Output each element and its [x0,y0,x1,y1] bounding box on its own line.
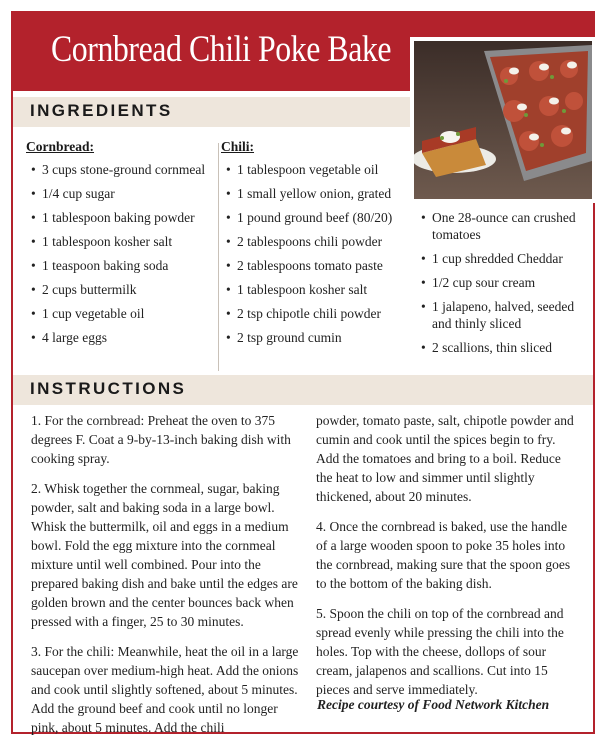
instructions-right-column [316,411,578,710]
list-item: • 1 teaspoon baking soda [31,257,211,274]
recipe-credit: Recipe courtesy of Food Network Kitchen [317,697,550,712]
instruction-step: 4. Once the cornbread is baked, use the handle of a large wooden spoon to poke 35 holes into the cornbread, making sure that the spoon goes to the bottom of the baking dish. [316,519,571,591]
cornbread-ingredient-list [31,161,211,353]
list-item: • 1 cup vegetable oil [31,305,211,322]
list-item: • 2 scallions, thin sliced [421,339,591,356]
list-item: • 3 cups stone-ground cornmeal [31,161,211,178]
instruction-step: 1. For the cornbread: Preheat the oven to 375 degrees F. Coat a 9-by-13-inch baking dish with cooking spray. [31,413,291,466]
recipe-title: Cornbread Chili Poke Bake [51,29,392,70]
baking-dish-illustration [414,41,592,199]
list-item: • 1 tablespoon kosher salt [226,281,416,298]
list-item: • 1/2 cup sour cream [421,274,591,291]
list-item: • 2 cups buttermilk [31,281,211,298]
instructions-heading: INSTRUCTIONS [30,379,187,398]
instructions-header [13,375,593,405]
list-item: • 2 tsp chipotle chili powder [226,305,416,322]
instruction-step: powder, tomato paste, salt, chipotle powder and cumin and cook until the spices begin to fry. Add the tomatoes and bring to a boil. Reduce the heat to low and simmer until slightly thickened, about 20 minutes. [316,413,574,504]
list-item: • 1 tablespoon vegetable oil [226,161,416,178]
recipe-card [11,11,595,734]
chili-ingredient-list [226,161,416,353]
instructions-left-column [31,411,301,748]
chili-heading: Chili: [221,139,255,154]
list-item: • 1 pound ground beef (80/20) [226,209,416,226]
list-item: • 2 tablespoons chili powder [226,233,416,250]
column-divider [218,143,219,371]
recipe-photo [410,37,596,203]
instruction-step: 5. Spoon the chili on top of the cornbread and spread evenly while pressing the chili into the holes. Top with the cheese, dollops of sour cream, jalapenos and scallions. Cut into 15 pieces and serve immediately. [316,606,564,697]
topping-ingredient-list [421,209,591,363]
list-item: • 2 tsp ground cumin [226,329,416,346]
instruction-step: 3. For the chili: Meanwhile, heat the oil in a large saucepan over medium-high heat. Add the onions and cook until slightly softened, about 5 minutes. Add the ground beef and cook until no longer pink, about 5 minutes. Add the chili [31,644,299,735]
list-item: • 1 jalapeno, halved, seeded and thinly sliced [421,298,591,332]
list-item: • 2 tablespoons tomato paste [226,257,416,274]
ingredients-heading: INGREDIENTS [30,101,173,120]
list-item: • 1 tablespoon baking powder [31,209,211,226]
list-item: • 1/4 cup sugar [31,185,211,202]
list-item: • One 28-ounce can crushed tomatoes [421,209,591,243]
instruction-step: 2. Whisk together the cornmeal, sugar, baking powder, salt and baking soda in a large bowl. Whisk the buttermilk, oil and eggs in a medium bowl. Fold the egg mixture into the cornmeal mixture until well combined. Pour into the prepared baking dish and bake until the edges are golden brown and the center bounces back when pressed with a finger, 25 to 30 minutes. [31,481,298,629]
list-item: • 1 small yellow onion, grated [226,185,416,202]
list-item: • 1 tablespoon kosher salt [31,233,211,250]
list-item: • 1 cup shredded Cheddar [421,250,591,267]
list-item: • 4 large eggs [31,329,211,346]
cornbread-heading: Cornbread: [26,139,95,154]
